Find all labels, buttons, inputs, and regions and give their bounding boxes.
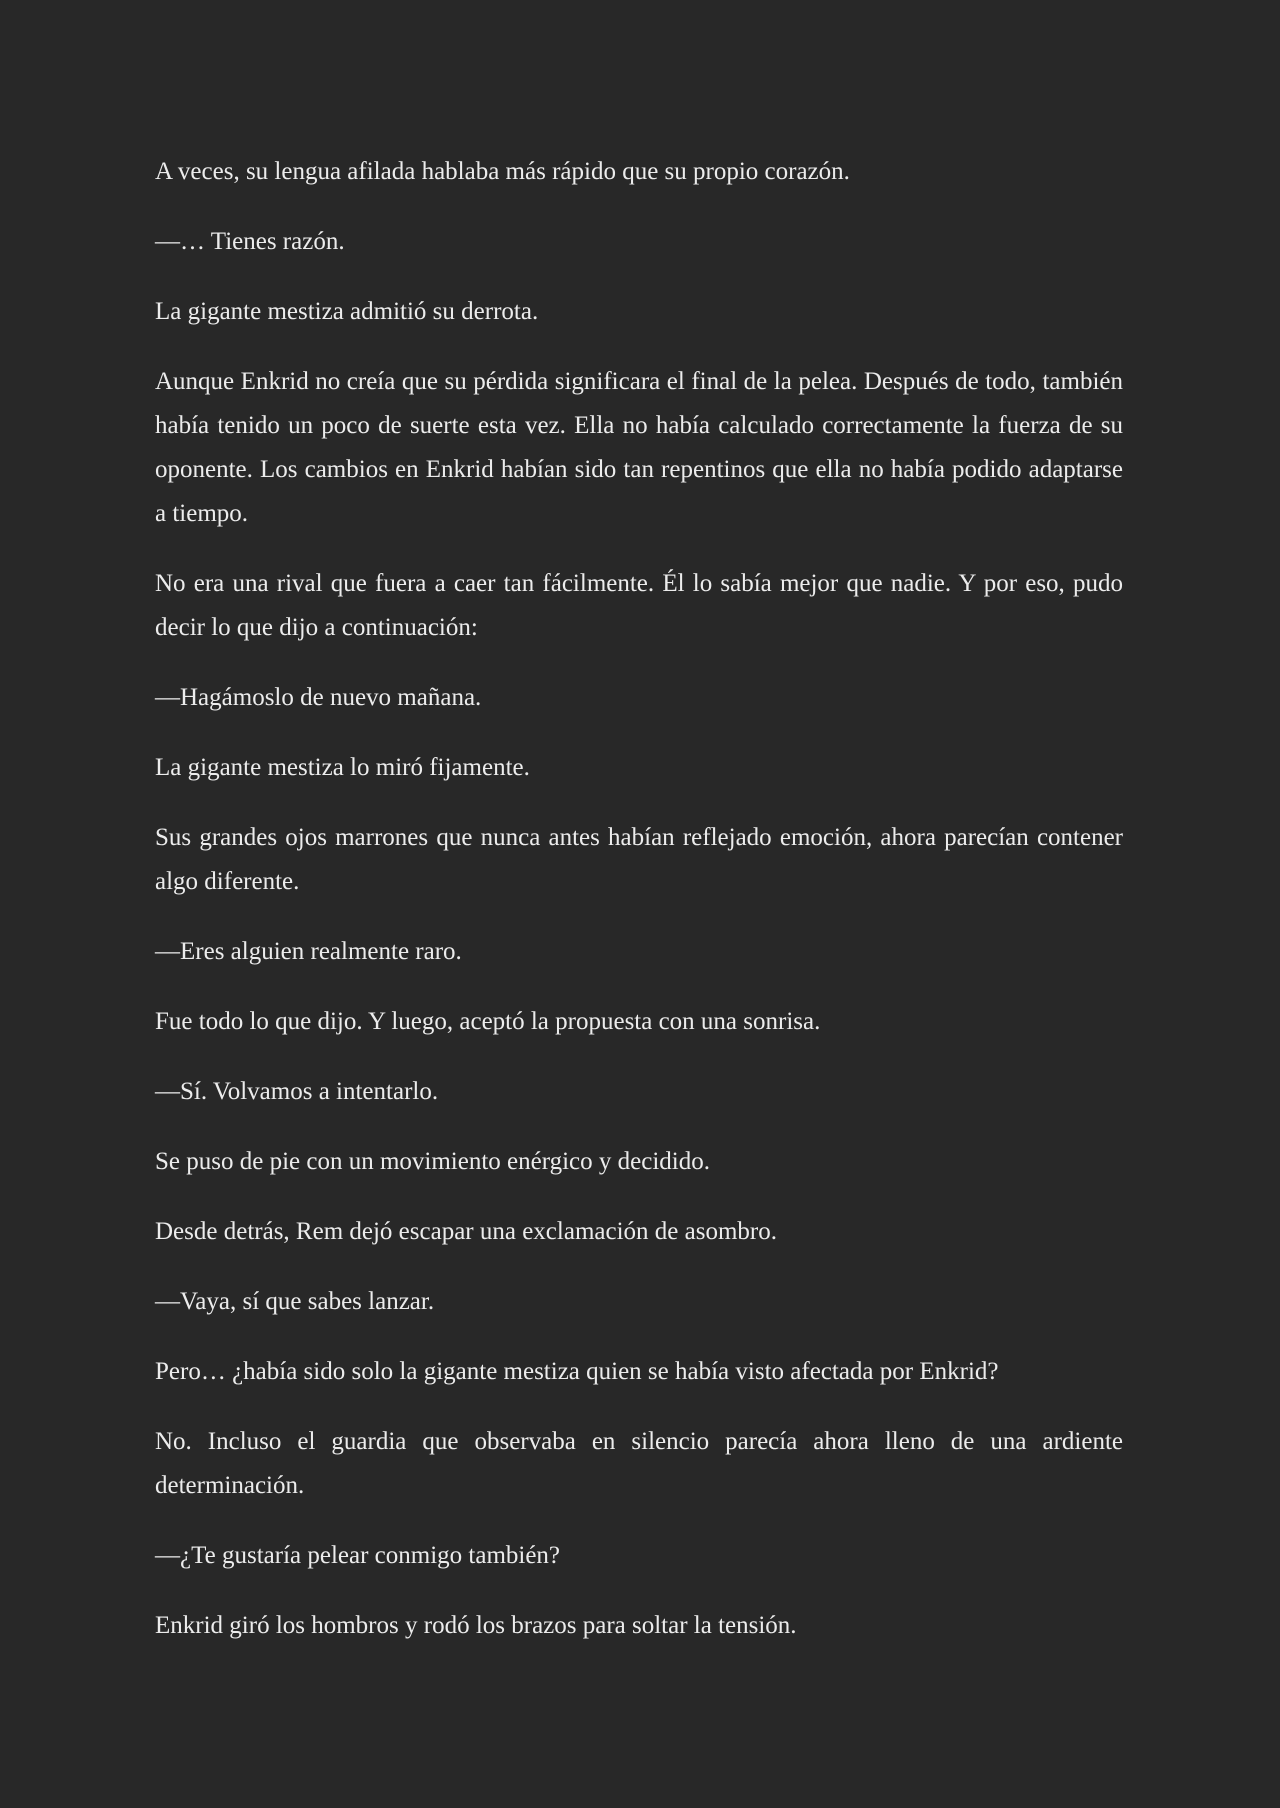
- paragraph: Desde detrás, Rem dejó escapar una exclamación de asombro.: [155, 1218, 777, 1245]
- paragraph: La gigante mestiza lo miró fijamente.: [155, 754, 530, 781]
- paragraph: Se puso de pie con un movimiento enérgico y decidido.: [155, 1148, 710, 1175]
- paragraph: Fue todo lo que dijo. Y luego, aceptó la propuesta con una sonrisa.: [155, 1008, 821, 1035]
- paragraph: —Vaya, sí que sabes lanzar.: [155, 1288, 435, 1315]
- paragraph: —Sí. Volvamos a intentarlo.: [155, 1078, 439, 1105]
- paragraph: La gigante mestiza admitió su derrota.: [155, 298, 539, 325]
- paragraph: Aunque Enkrid no creía que su pérdida significara el final de la pelea. Después de todo, también había tenido un poco de suerte esta vez. Ella no había calculado correctamente la fuerza de su oponente. Los cambios en Enkrid habían sido tan repentinos que ella no había podido adaptarse a tiempo.: [155, 368, 1123, 527]
- paragraph: —Hagámoslo de nuevo mañana.: [155, 684, 482, 711]
- paragraph: —¿Te gustaría pelear conmigo también?: [155, 1542, 561, 1569]
- paragraph: Pero… ¿había sido solo la gigante mestiza quien se había visto afectada por Enkrid?: [155, 1358, 999, 1385]
- paragraph: No era una rival que fuera a caer tan fácilmente. Él lo sabía mejor que nadie. Y por eso, pudo decir lo que dijo a continuación:: [155, 570, 1123, 641]
- paragraph: —Eres alguien realmente raro.: [155, 938, 462, 965]
- paragraph: A veces, su lengua afilada hablaba más rápido que su propio corazón.: [155, 158, 850, 185]
- paragraph: No. Incluso el guardia que observaba en silencio parecía ahora lleno de una ardiente determinación.: [155, 1428, 1123, 1499]
- paragraph: —… Tienes razón.: [155, 228, 345, 255]
- chapter-text: [155, 150, 1123, 1674]
- paragraph: Sus grandes ojos marrones que nunca antes habían reflejado emoción, ahora parecían contener algo diferente.: [155, 824, 1123, 895]
- paragraph: Enkrid giró los hombros y rodó los brazos para soltar la tensión.: [155, 1612, 797, 1639]
